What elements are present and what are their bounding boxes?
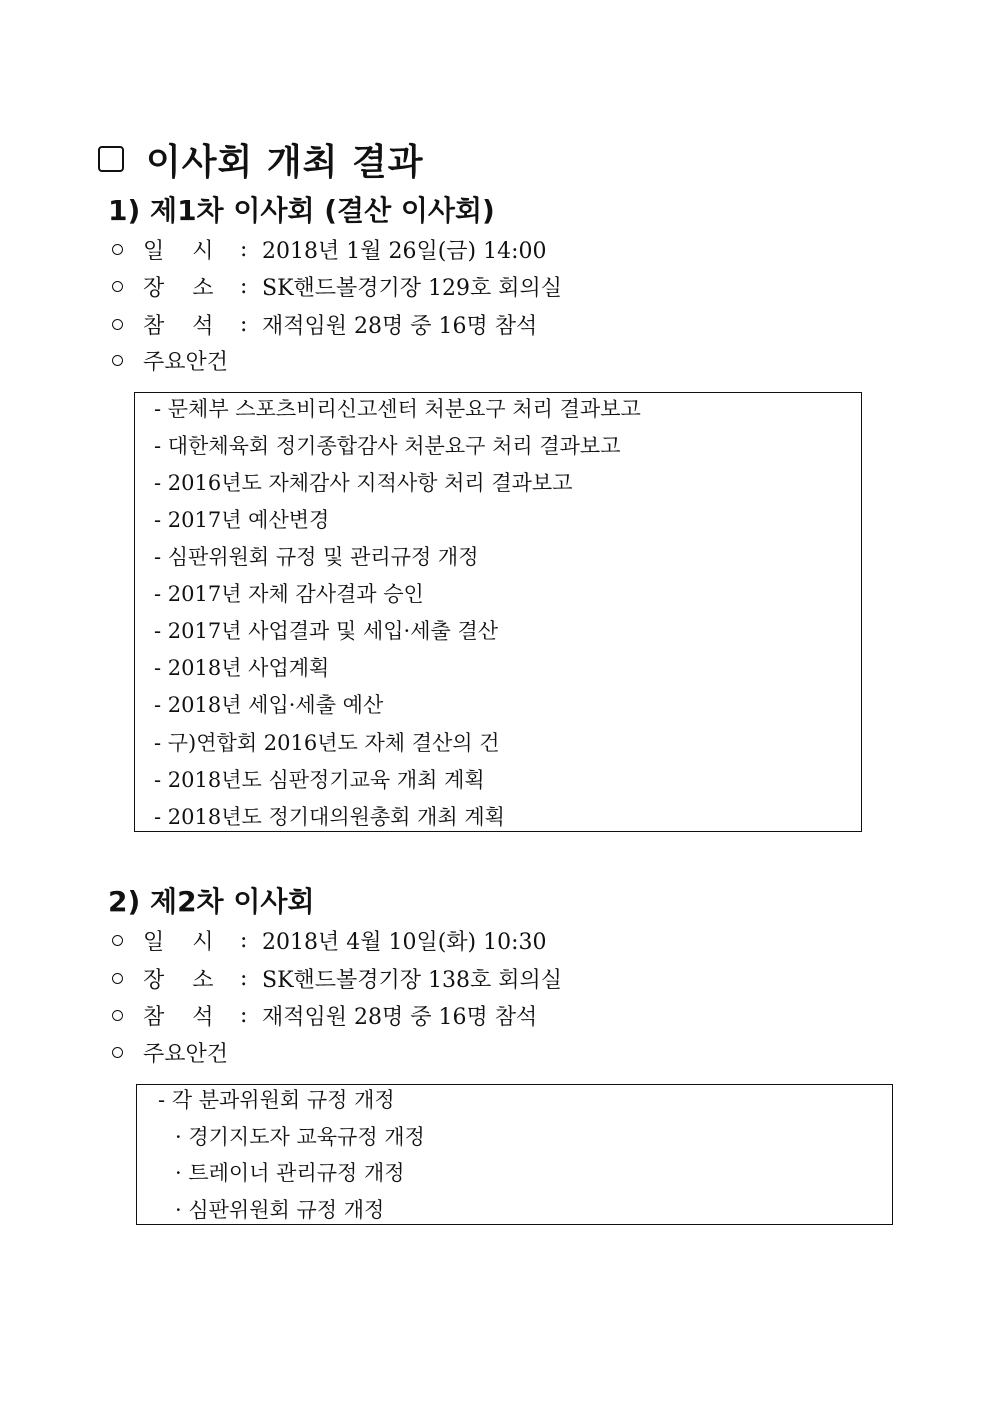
page-title-text: 이사회 개최 결과 [146,141,424,183]
place-label: 장 소 [143,275,214,301]
meeting-1-agenda-label-row [112,342,228,378]
circle-bullet-icon [112,319,123,330]
checkbox-icon [98,146,124,172]
meeting-2-agenda-label-row [112,1034,228,1070]
circle-bullet-icon [112,973,123,984]
meeting-2-date-row [112,922,547,958]
meeting-2-title: 2) 제2차 이사회 [108,885,315,918]
attendance-value: 재적임원 28명 중 16명 참석 [262,1004,538,1030]
circle-bullet-icon [112,281,123,292]
agenda-label: 주요안건 [143,1041,229,1067]
attendance-value: 재적임원 28명 중 16명 참석 [262,313,538,339]
place-label: 장 소 [143,967,214,993]
agenda-item: - 2018년도 심판정기교육 개최 계획 [154,768,485,792]
date-value: 2018년 1월 26일(금) 14:00 [262,238,547,264]
agenda-item: - 각 분과위원회 규정 개정 [158,1088,395,1112]
place-value: SK핸드볼경기장 138호 회의실 [262,967,563,993]
circle-bullet-icon [112,935,123,946]
agenda-subitem: · 트레이너 관리규정 개정 [175,1161,405,1185]
agenda-item: - 2017년 사업결과 및 세입·세출 결산 [154,619,499,643]
colon: : [240,927,248,953]
agenda-subitem: · 경기지도자 교육규정 개정 [175,1125,425,1149]
agenda-item: - 2017년 자체 감사결과 승인 [154,582,424,606]
agenda-item: - 2018년도 정기대의원총회 개최 계획 [154,805,505,829]
place-value: SK핸드볼경기장 129호 회의실 [262,275,563,301]
meeting-2-place-row [112,960,562,996]
date-value: 2018년 4월 10일(화) 10:30 [262,929,547,955]
agenda-item: - 문체부 스포츠비리신고센터 처분요구 처리 결과보고 [154,397,641,421]
meeting-1-attendance-row [112,306,537,342]
attendance-label: 참 석 [143,313,214,339]
colon: : [240,311,248,337]
meeting-2-agenda-box [136,1084,893,1225]
agenda-item: - 2018년 사업계획 [154,656,330,680]
meeting-1-agenda-box [134,392,862,832]
page-title [98,134,424,184]
agenda-item: - 심판위원회 규정 및 관리규정 개정 [154,545,479,569]
circle-bullet-icon [112,244,123,255]
colon: : [240,273,248,299]
colon: : [240,1002,248,1028]
circle-bullet-icon [112,1047,123,1058]
meeting-1-date-row [112,231,547,267]
circle-bullet-icon [112,355,123,366]
meeting-1-title: 1) 제1차 이사회 (결산 이사회) [108,194,495,227]
date-label: 일 시 [143,929,214,955]
agenda-item: - 2017년 예산변경 [154,508,330,532]
agenda-label: 주요안건 [143,349,229,375]
agenda-item: - 구)연합회 2016년도 자체 결산의 건 [154,731,500,755]
attendance-label: 참 석 [143,1004,214,1030]
agenda-subitem: · 심판위원회 규정 개정 [175,1198,385,1222]
agenda-item: - 2018년 세입·세출 예산 [154,693,384,717]
meeting-2-attendance-row [112,997,537,1033]
date-label: 일 시 [143,238,214,264]
circle-bullet-icon [112,1010,123,1021]
colon: : [240,236,248,262]
agenda-item: - 2016년도 자체감사 지적사항 처리 결과보고 [154,471,573,495]
agenda-item: - 대한체육회 정기종합감사 처분요구 처리 결과보고 [154,434,621,458]
colon: : [240,965,248,991]
meeting-1-place-row [112,268,562,304]
